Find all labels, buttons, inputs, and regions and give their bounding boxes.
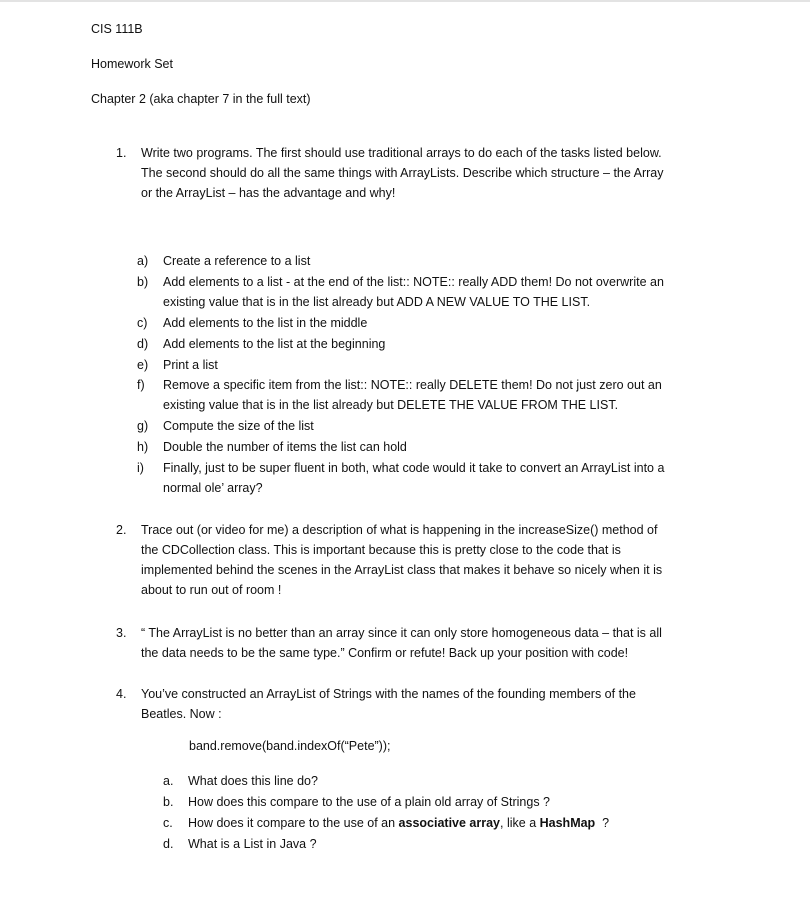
item-text: Create a reference to a list bbox=[163, 254, 311, 268]
item-marker: f) bbox=[137, 378, 145, 392]
bold-term-associative-array: associative array bbox=[398, 816, 501, 830]
item-text: Add elements to a list - at the end of the list:: NOTE:: really ADD them! Do not overwrite an bbox=[163, 275, 664, 289]
question-text-line: or the ArrayList – has the advantage and why! bbox=[141, 186, 396, 200]
item-text: Add elements to the list at the beginning bbox=[163, 337, 386, 351]
item-text: Finally, just to be super fluent in both, what code would it take to convert an ArrayList into a bbox=[163, 461, 665, 475]
question-text-line: “ The ArrayList is no better than an array since it can only store homogeneous data – that is all bbox=[141, 626, 662, 640]
item-text: Compute the size of the list bbox=[163, 419, 314, 433]
question-number: 4. bbox=[116, 687, 127, 701]
code-snippet: band.remove(band.indexOf(“Pete”)); bbox=[189, 739, 391, 753]
question-number: 3. bbox=[116, 626, 127, 640]
item-text: existing value that is in the list already but DELETE THE VALUE FROM THE LIST. bbox=[163, 398, 619, 412]
item-marker: i) bbox=[137, 461, 144, 475]
question-text-line: Beatles. Now : bbox=[141, 707, 222, 721]
question-text-line: implemented behind the scenes in the ArrayList class that makes it behave so nicely when it is bbox=[141, 563, 663, 577]
item-text-part: ? bbox=[595, 816, 610, 830]
course-code: CIS 111B bbox=[91, 22, 143, 36]
question-text-line: about to run out of room ! bbox=[141, 583, 282, 597]
item-text: Double the number of items the list can hold bbox=[163, 440, 407, 454]
question-text-line: You’ve constructed an ArrayList of Strings with the names of the founding members of the bbox=[141, 687, 636, 701]
item-text: How does this compare to the use of a plain old array of Strings ? bbox=[188, 795, 550, 809]
item-marker: d. bbox=[163, 837, 174, 851]
item-text bbox=[188, 813, 609, 833]
chapter-heading: Chapter 2 (aka chapter 7 in the full text) bbox=[91, 92, 311, 106]
item-text: Remove a specific item from the list:: NOTE:: really DELETE them! Do not just zero out an bbox=[163, 378, 662, 392]
item-text: existing value that is in the list already but ADD A NEW VALUE TO THE LIST. bbox=[163, 295, 591, 309]
homework-set-title: Homework Set bbox=[91, 57, 173, 71]
item-text: normal ole’ array? bbox=[163, 481, 263, 495]
question-number: 2. bbox=[116, 523, 127, 537]
item-marker: b. bbox=[163, 795, 174, 809]
question-text-line: the data needs to be the same type.” Confirm or refute! Back up your position with code! bbox=[141, 646, 629, 660]
question-number: 1. bbox=[116, 146, 127, 160]
item-marker: g) bbox=[137, 419, 149, 433]
item-text-part: How does it compare to the use of an bbox=[188, 816, 399, 830]
item-marker: c) bbox=[137, 316, 148, 330]
item-text: Add elements to the list in the middle bbox=[163, 316, 368, 330]
question-text-line: the CDCollection class. This is important because this is pretty close to the code that is bbox=[141, 543, 621, 557]
item-text-part: , like a bbox=[500, 816, 540, 830]
item-marker: b) bbox=[137, 275, 149, 289]
item-text: What does this line do? bbox=[188, 774, 318, 788]
item-marker: e) bbox=[137, 358, 149, 372]
item-marker: a. bbox=[163, 774, 174, 788]
item-text: Print a list bbox=[163, 358, 218, 372]
item-marker: c. bbox=[163, 816, 173, 830]
item-marker: d) bbox=[137, 337, 149, 351]
question-text-line: Trace out (or video for me) a description of what is happening in the increaseSize() method of bbox=[141, 523, 658, 537]
item-marker: h) bbox=[137, 440, 149, 454]
item-marker: a) bbox=[137, 254, 149, 268]
question-text-line: Write two programs. The first should use traditional arrays to do each of the tasks listed below. bbox=[141, 146, 662, 160]
bold-term-hashmap: HashMap bbox=[539, 816, 596, 830]
question-text-line: The second should do all the same things with ArrayLists. Describe which structure – the Array bbox=[141, 166, 664, 180]
item-text: What is a List in Java ? bbox=[188, 837, 317, 851]
